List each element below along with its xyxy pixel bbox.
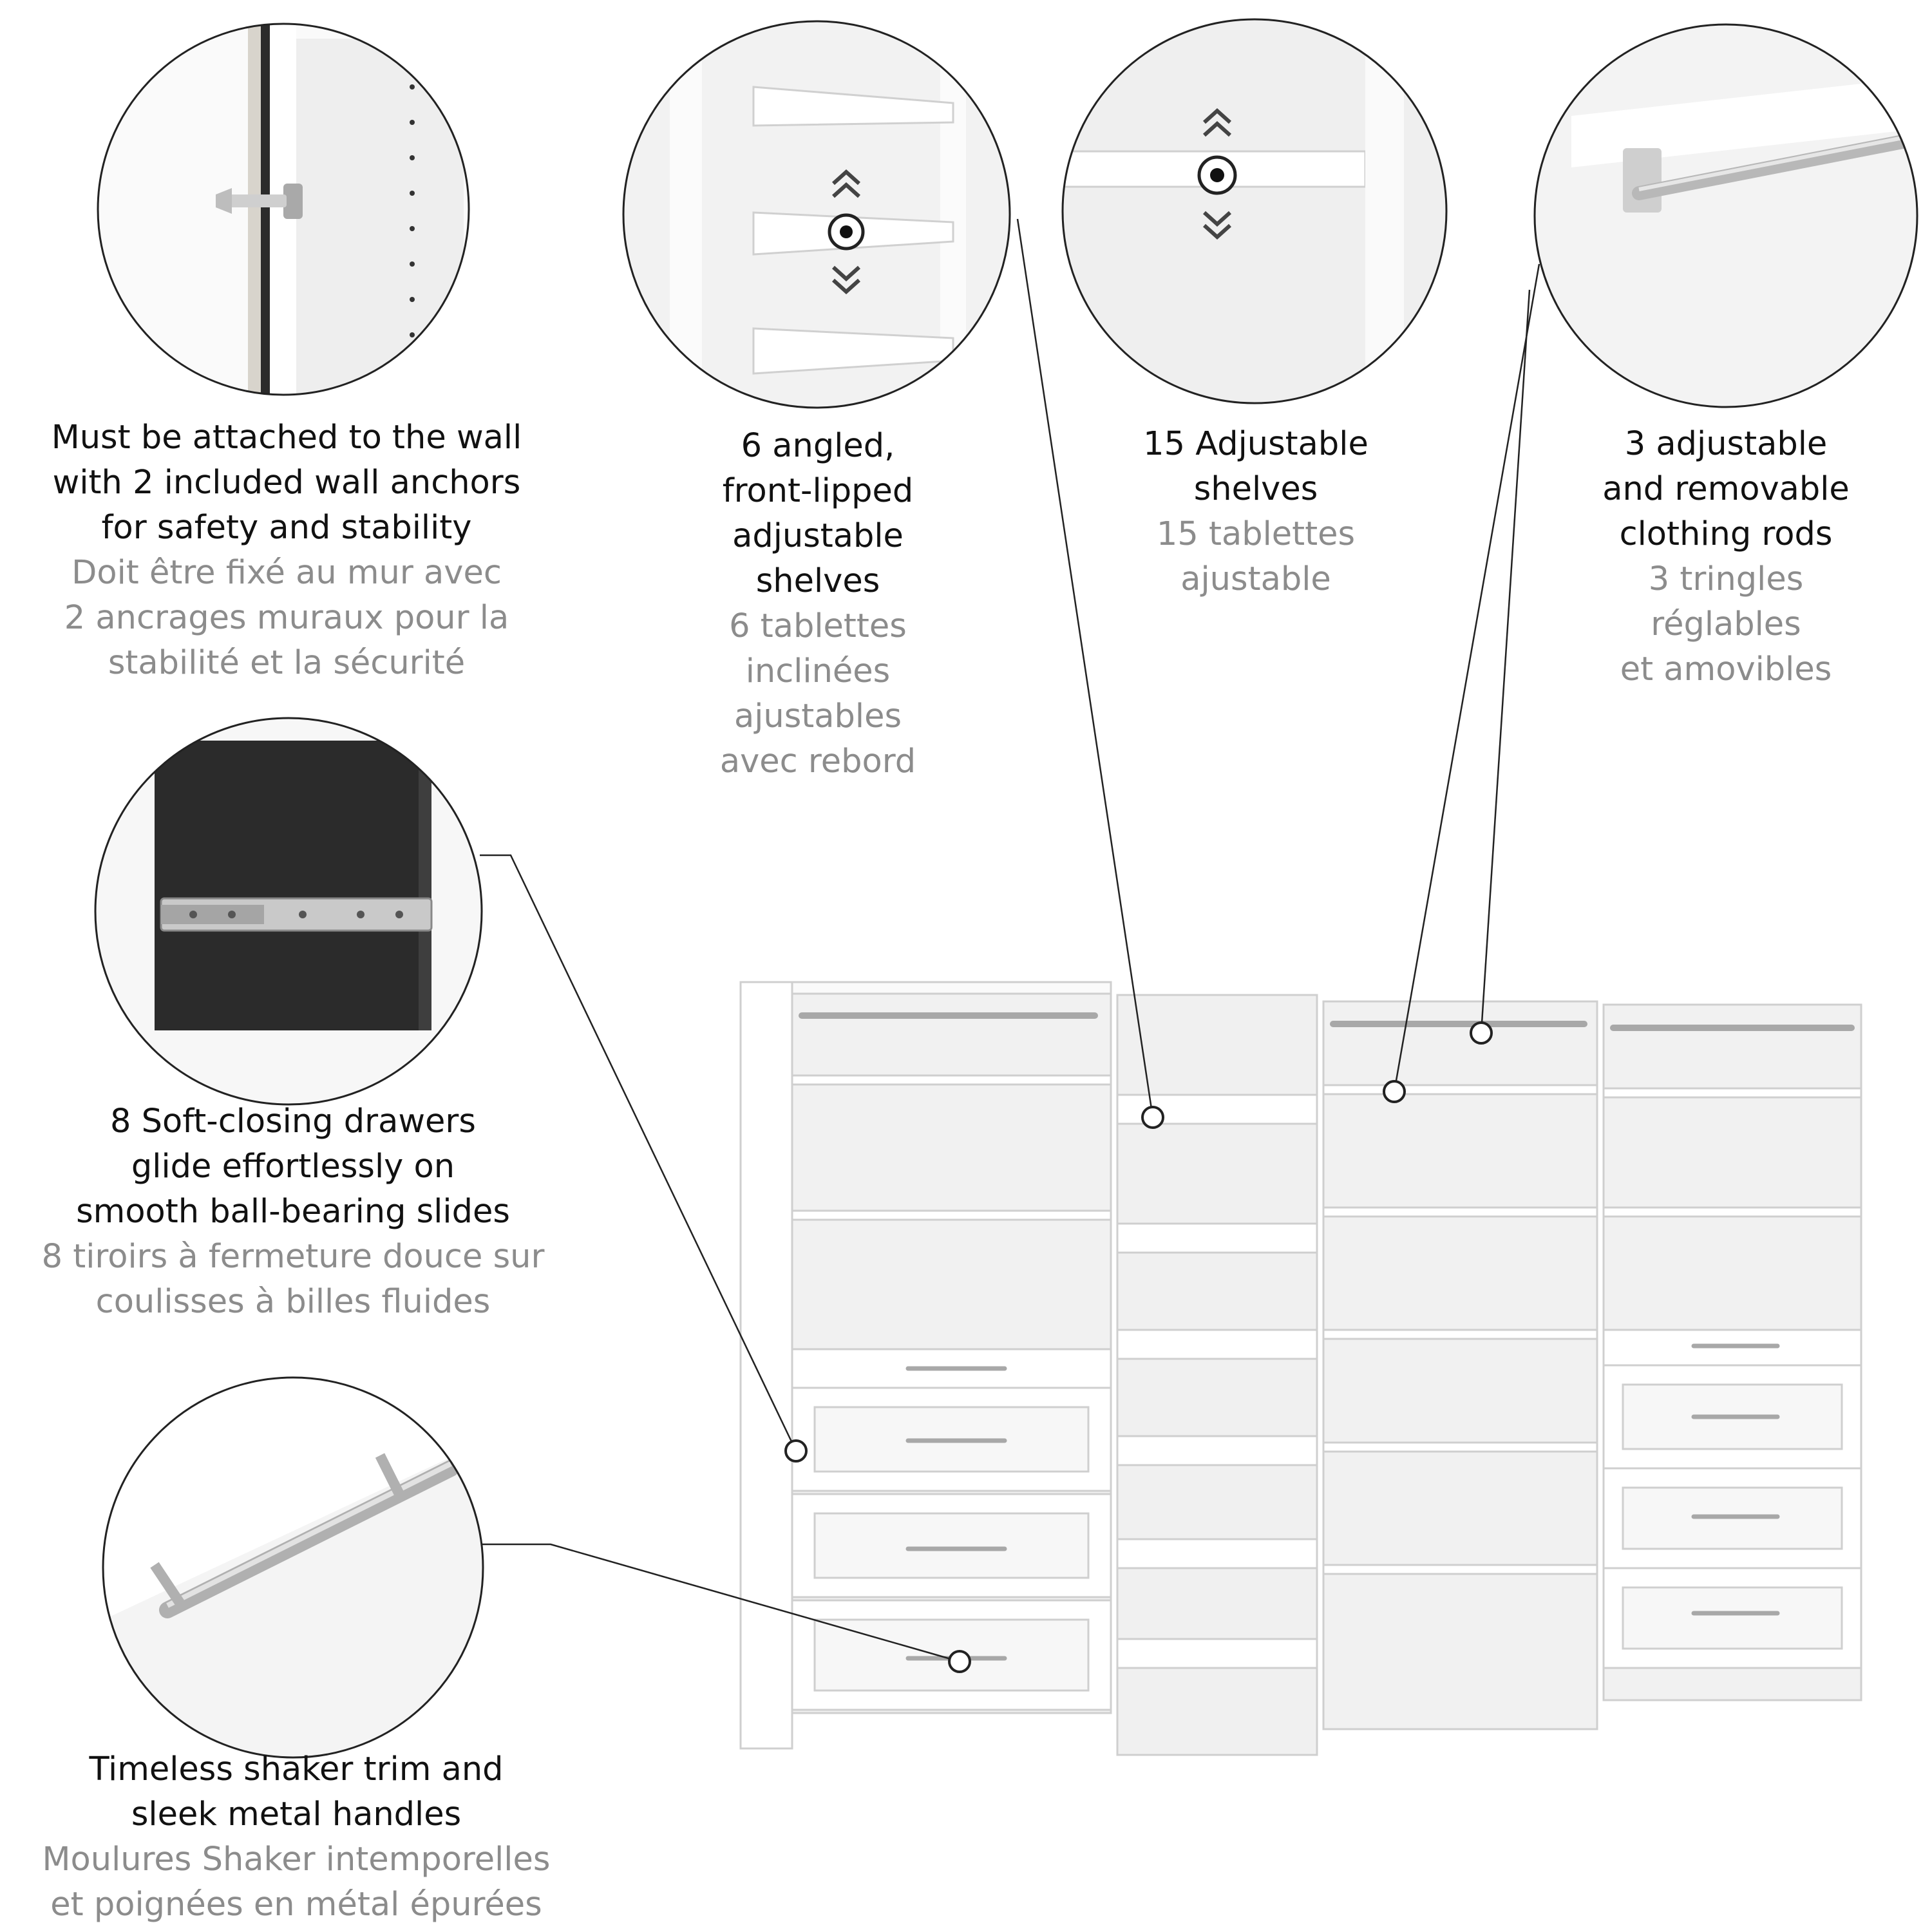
- pin-angled-shelf: [1142, 1107, 1163, 1128]
- handles-en-1: Timeless shaker trim and: [89, 1750, 504, 1788]
- clothing-rods-fr-3: et amovibles: [1620, 650, 1832, 688]
- adjustable-shelves-en-2: shelves: [1193, 470, 1318, 508]
- clothing-rods-en-3: clothing rods: [1619, 515, 1833, 553]
- adjustable-shelves-fr-2: ajustable: [1180, 560, 1331, 598]
- drawers-en-1: 8 Soft-closing drawers: [110, 1103, 476, 1141]
- pin-handle: [949, 1651, 970, 1672]
- wall-anchors-fr-1: Doit être fixé au mur avec: [71, 554, 502, 592]
- pin-adjustable-shelf: [1384, 1081, 1405, 1102]
- feature-drawers: [13, 1099, 573, 1325]
- wall-anchors-en-1: Must be attached to the wall: [51, 419, 522, 457]
- feature-wall-anchors: [19, 415, 554, 686]
- angled-shelves-fr-2: inclinées: [745, 652, 891, 690]
- feature-adjustable-shelves: [1108, 422, 1404, 602]
- drawers-fr-1: 8 tiroirs à fermeture douce sur: [41, 1238, 545, 1276]
- pin-clothing-rod: [1471, 1023, 1492, 1043]
- angled-shelves-en-1: 6 angled,: [741, 427, 895, 465]
- adjustable-shelves-en-1: 15 Adjustable: [1143, 425, 1368, 463]
- feature-angled-shelves: [670, 424, 966, 784]
- pin-drawer: [786, 1441, 806, 1461]
- handles-fr-1: Moulures Shaker intemporelles: [42, 1841, 551, 1879]
- angled-shelves-fr-3: ajustables: [734, 697, 902, 735]
- angled-shelves-fr-1: 6 tablettes: [729, 607, 907, 645]
- clothing-rods-fr-1: 3 tringles: [1648, 560, 1804, 598]
- angled-shelves-fr-4: avec rebord: [719, 743, 916, 781]
- wall-anchors-fr-3: stabilité et la sécurité: [108, 644, 466, 682]
- wall-anchors-fr-2: 2 ancrages muraux pour la: [64, 599, 509, 637]
- feature-handles: [13, 1747, 580, 1927]
- drawers-fr-2: coulisses à billes fluides: [95, 1283, 491, 1321]
- drawers-en-2: glide effortlessly on: [131, 1148, 455, 1186]
- feature-clothing-rods: [1562, 422, 1890, 692]
- angled-shelves-en-4: shelves: [755, 562, 880, 600]
- clothing-rods-en-1: 3 adjustable: [1624, 425, 1828, 463]
- wall-anchors-en-2: with 2 included wall anchors: [52, 464, 521, 502]
- handles-en-2: sleek metal handles: [131, 1795, 462, 1833]
- handles-fr-2: et poignées en métal épurées: [50, 1886, 542, 1924]
- wall-anchors-en-3: for safety and stability: [101, 509, 472, 547]
- drawers-en-3: smooth ball-bearing slides: [76, 1193, 510, 1231]
- adjustable-shelves-fr-1: 15 tablettes: [1156, 515, 1356, 553]
- clothing-rods-fr-2: réglables: [1651, 605, 1801, 643]
- angled-shelves-en-3: adjustable: [732, 517, 904, 555]
- angled-shelves-en-2: front-lipped: [722, 472, 914, 510]
- clothing-rods-en-2: and removable: [1602, 470, 1850, 508]
